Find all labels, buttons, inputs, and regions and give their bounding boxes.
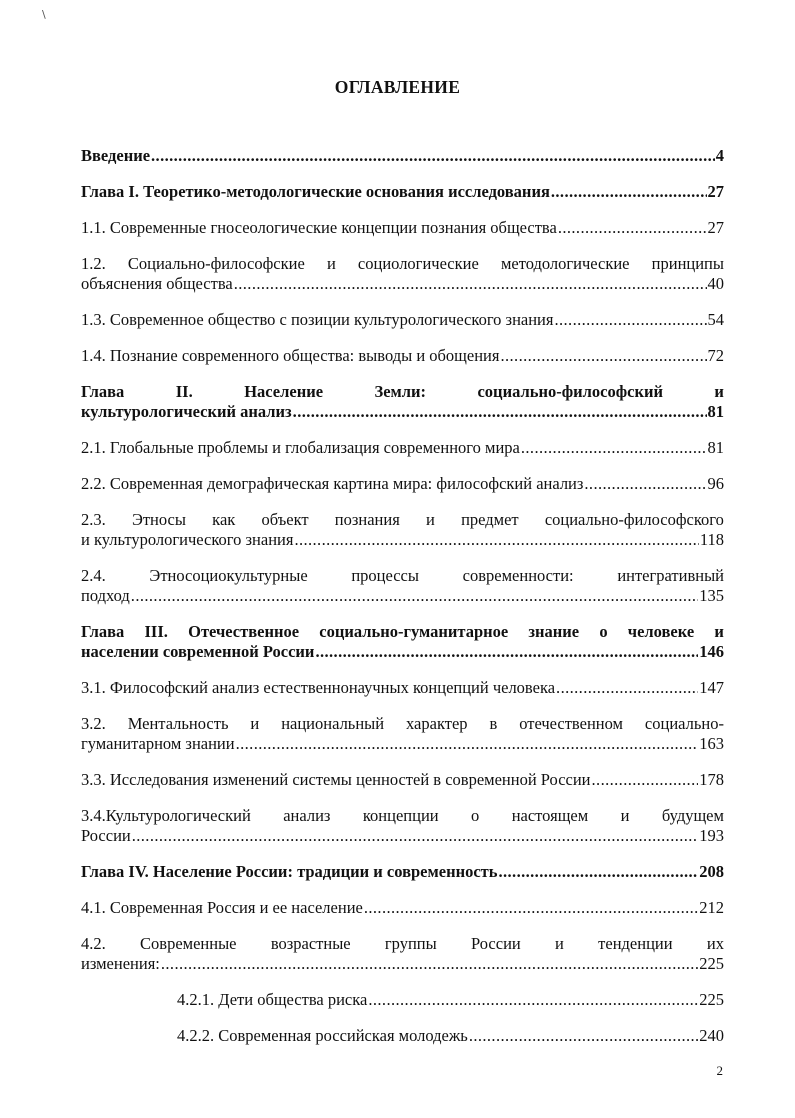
table-of-contents [81, 146, 724, 1046]
toc-word: 4.2. [81, 934, 106, 953]
toc-entry-first-line [81, 254, 724, 274]
toc-word: отечественном [519, 714, 623, 733]
leader-dots [584, 474, 706, 494]
toc-entry-line [81, 218, 724, 238]
toc-word: группы [384, 934, 437, 953]
toc-word: Социально-философские [127, 254, 305, 273]
toc-word: социально- [644, 714, 724, 733]
toc-page-number: 212 [699, 898, 724, 917]
toc-word: интегративный [617, 566, 724, 585]
leader-dots [151, 146, 715, 166]
toc-page-number: 96 [707, 474, 724, 493]
toc-word: 2.3. [81, 510, 106, 529]
toc-entry-label: 4.2.1. Дети общества риска [177, 990, 368, 1009]
toc-page-number: 163 [699, 734, 724, 753]
toc-entry-second-line [81, 402, 724, 422]
toc-page-number: 178 [699, 770, 724, 789]
leader-dots [293, 402, 707, 422]
leader-dots [368, 990, 698, 1010]
toc-page-number: 27 [707, 182, 724, 201]
toc-page-number: 81 [707, 438, 724, 457]
toc-word: Глава [81, 382, 125, 401]
toc-entry-first-line [81, 622, 724, 642]
toc-word: в [489, 714, 498, 733]
toc-page-number: 147 [699, 678, 724, 697]
toc-word: о [471, 806, 480, 825]
toc-entry-label: Введение [81, 146, 151, 165]
toc-word: и [250, 714, 260, 733]
page-number: 2 [716, 1063, 723, 1078]
toc-entry [81, 182, 724, 202]
leader-dots [236, 734, 699, 754]
toc-entry-line [81, 182, 724, 202]
toc-entry-line [81, 678, 724, 698]
toc-word: как [212, 510, 236, 529]
toc-page-number: 225 [699, 990, 724, 1009]
toc-word: методологические [500, 254, 630, 273]
toc-entry [81, 622, 724, 662]
toc-entry-label: объяснения общества [81, 274, 233, 293]
toc-word: 1.2. [81, 254, 106, 273]
toc-title: ОГЛАВЛЕНИЕ [334, 77, 461, 97]
leader-dots [469, 1026, 698, 1046]
toc-word: и [326, 254, 336, 273]
toc-page-number: 193 [699, 826, 724, 845]
leader-dots [161, 954, 698, 974]
leader-dots [131, 586, 698, 606]
toc-entry-label: 1.1. Современные гносеологические концепции познания общества [81, 218, 557, 237]
toc-word: России [471, 934, 521, 953]
toc-entry-label: 4.2.2. Современная российская молодежь [177, 1026, 468, 1045]
toc-word: III. [144, 622, 168, 641]
toc-page-number: 146 [699, 642, 724, 661]
toc-entry-line [81, 990, 724, 1010]
toc-entry-first-line [81, 714, 724, 734]
toc-page-number: 40 [707, 274, 724, 293]
toc-entry-line [81, 770, 724, 790]
toc-entry [81, 990, 724, 1010]
toc-word: Ментальность [127, 714, 229, 733]
toc-entry-label: и культурологического знания [81, 530, 294, 549]
toc-word: социально-философского [544, 510, 724, 529]
leader-dots [554, 310, 706, 330]
toc-word: и [714, 622, 724, 641]
toc-entry-line [81, 146, 724, 166]
toc-entry [81, 146, 724, 166]
toc-entry-label: 1.3. Современное общество с позиции культурологического знания [81, 310, 554, 329]
leader-dots [556, 678, 698, 698]
toc-word: 3.4.Культурологический [81, 806, 251, 825]
toc-page-number: 54 [707, 310, 724, 329]
leader-dots [551, 182, 707, 202]
toc-entry-line [81, 862, 724, 882]
toc-page-number: 135 [699, 586, 724, 605]
toc-page-number: 240 [699, 1026, 724, 1045]
toc-page-number: 118 [699, 530, 724, 549]
toc-entry-second-line [81, 734, 724, 754]
toc-word: Современные [140, 934, 237, 953]
toc-entry-label: культурологический анализ [81, 402, 292, 421]
toc-word: их [706, 934, 724, 953]
toc-entry-line [81, 1026, 724, 1046]
toc-page-number: 225 [699, 954, 724, 973]
toc-entry [81, 862, 724, 882]
toc-entry [81, 474, 724, 494]
toc-entry-label: гуманитарном знании [81, 734, 235, 753]
toc-word: социологические [357, 254, 479, 273]
toc-entry [81, 678, 724, 698]
toc-entry-label: изменения: [81, 954, 160, 973]
toc-entry-label: 3.1. Философский анализ естественнонаучных концепций человека [81, 678, 556, 697]
toc-entry-label: Глава IV. Население России: традиции и современность [81, 862, 498, 881]
toc-entry [81, 310, 724, 330]
toc-entry-label: России [81, 826, 131, 845]
toc-page-number: 72 [707, 346, 724, 365]
toc-word: процессы [351, 566, 419, 585]
toc-word: Население [244, 382, 324, 401]
toc-entry-label: подход [81, 586, 130, 605]
toc-word: Этносоциокультурные [149, 566, 308, 585]
toc-entry-line [81, 310, 724, 330]
toc-word: анализ [283, 806, 331, 825]
leader-dots [558, 218, 707, 238]
toc-page-number: 27 [707, 218, 724, 237]
toc-entry-label: 2.1. Глобальные проблемы и глобализация современного мира [81, 438, 520, 457]
toc-word: современности: [462, 566, 574, 585]
toc-entry [81, 218, 724, 238]
toc-word: о [599, 622, 608, 641]
toc-word: знание [528, 622, 580, 641]
toc-entry-label: 2.2. Современная демографическая картина мира: философский анализ [81, 474, 584, 493]
toc-word: настоящем [511, 806, 589, 825]
toc-entry-line [81, 474, 724, 494]
leader-dots [234, 274, 707, 294]
toc-entry [81, 382, 724, 422]
toc-word: возрастные [270, 934, 351, 953]
toc-page-number: 81 [707, 402, 724, 421]
toc-entry-second-line [81, 586, 724, 606]
toc-entry [81, 566, 724, 606]
toc-entry [81, 1026, 724, 1046]
toc-word: объект [261, 510, 309, 529]
toc-entry [81, 770, 724, 790]
toc-word: Этносы [131, 510, 186, 529]
leader-dots [294, 530, 698, 550]
toc-entry-first-line [81, 566, 724, 586]
toc-word: принципы [651, 254, 724, 273]
toc-entry-label: Глава I. Теоретико-методологические основания исследования [81, 182, 550, 201]
toc-word: будущем [661, 806, 724, 825]
toc-entry-second-line [81, 274, 724, 294]
toc-entry [81, 714, 724, 754]
toc-entry-label: 4.1. Современная Россия и ее население [81, 898, 363, 917]
toc-word: 2.4. [81, 566, 106, 585]
toc-entry-first-line [81, 934, 724, 954]
toc-word: II. [175, 382, 193, 401]
toc-word: характер [406, 714, 468, 733]
toc-page-number: 4 [715, 146, 724, 165]
toc-entry [81, 934, 724, 974]
toc-entry [81, 346, 724, 366]
toc-entry-first-line [81, 382, 724, 402]
toc-entry-first-line [81, 510, 724, 530]
toc-entry-second-line [81, 954, 724, 974]
toc-entry-label: населении современной России [81, 642, 315, 661]
toc-page-number: 208 [699, 862, 724, 881]
toc-entry-line [81, 438, 724, 458]
toc-word: 3.2. [81, 714, 106, 733]
toc-entry [81, 898, 724, 918]
leader-dots [498, 862, 698, 882]
toc-entry [81, 806, 724, 846]
toc-word: Отечественное [188, 622, 300, 641]
toc-entry-first-line [81, 806, 724, 826]
toc-entry-second-line [81, 530, 724, 550]
toc-entry-second-line [81, 642, 724, 662]
toc-word: Земли: [374, 382, 427, 401]
toc-word: национальный [281, 714, 385, 733]
toc-word: человеке [627, 622, 695, 641]
leader-dots [500, 346, 706, 366]
toc-word: и [714, 382, 724, 401]
toc-entry-line [81, 346, 724, 366]
toc-word: тенденции [598, 934, 673, 953]
toc-entry [81, 254, 724, 294]
toc-entry-second-line [81, 826, 724, 846]
leader-dots [521, 438, 707, 458]
toc-word: предмет [461, 510, 519, 529]
toc-entry-label: 1.4. Познание современного общества: выводы и обощения [81, 346, 500, 365]
toc-word: концепции [362, 806, 439, 825]
toc-entry [81, 510, 724, 550]
corner-mark: \ [42, 8, 46, 21]
toc-word: социально-гуманитарное [319, 622, 509, 641]
toc-entry-label: 3.3. Исследования изменений системы ценностей в современной России [81, 770, 591, 789]
toc-word: социально-философский [477, 382, 663, 401]
toc-entry [81, 438, 724, 458]
leader-dots [364, 898, 698, 918]
toc-entry-line [81, 898, 724, 918]
toc-word: и [620, 806, 630, 825]
leader-dots [592, 770, 699, 790]
toc-word: и [555, 934, 564, 953]
leader-dots [315, 642, 698, 662]
toc-word: познания [334, 510, 400, 529]
toc-word: и [426, 510, 435, 529]
toc-word: Глава [81, 622, 125, 641]
leader-dots [132, 826, 699, 846]
